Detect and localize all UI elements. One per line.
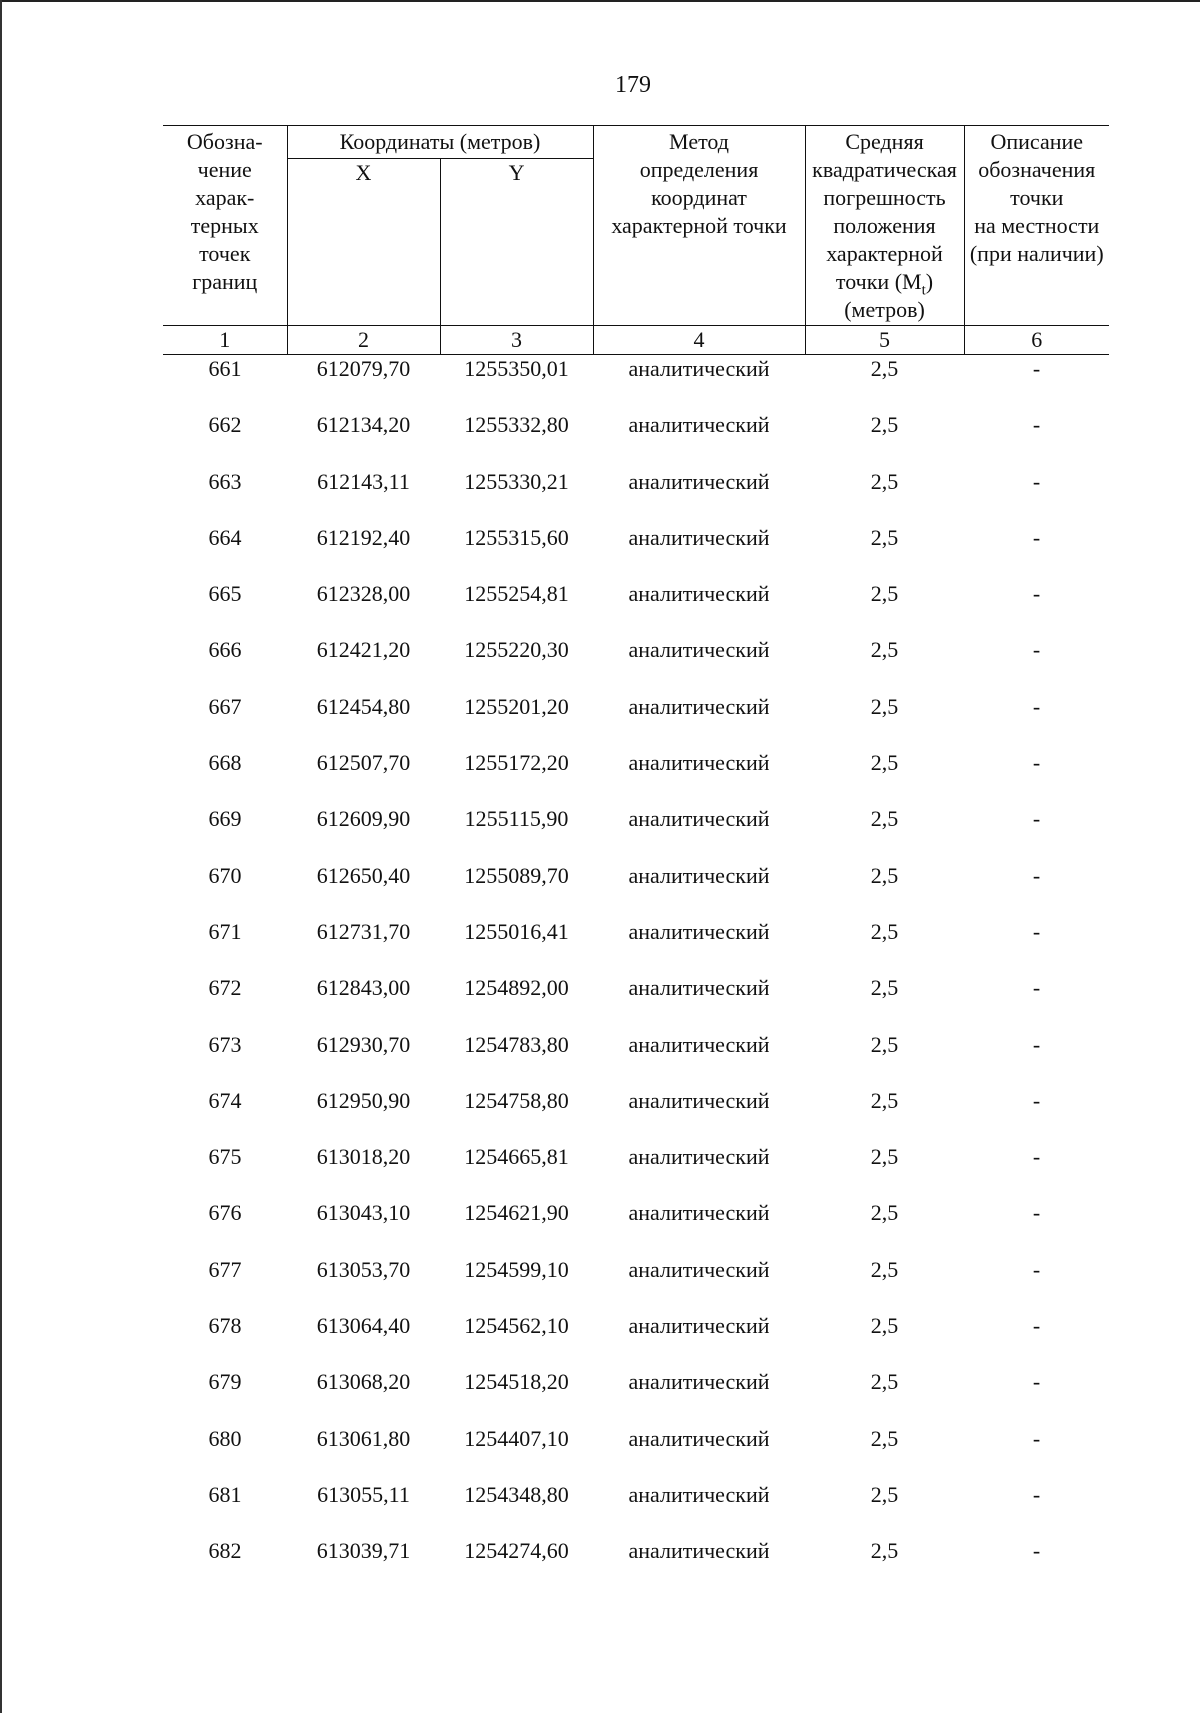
point-number: 670 bbox=[208, 862, 242, 888]
method: аналитический bbox=[628, 1144, 770, 1170]
table-row bbox=[163, 806, 1109, 862]
error-value: 2,5 bbox=[870, 1031, 899, 1057]
header-text: координат bbox=[651, 185, 747, 210]
coord-x: 613068,20 bbox=[316, 1369, 411, 1395]
point-number: 669 bbox=[208, 806, 242, 832]
description: - bbox=[1032, 637, 1041, 663]
description: - bbox=[1032, 1087, 1041, 1113]
method: аналитический bbox=[628, 862, 770, 888]
description: - bbox=[1032, 524, 1041, 550]
error-value: 2,5 bbox=[870, 1481, 899, 1507]
description: - bbox=[1032, 1538, 1041, 1564]
header-text: (метров) bbox=[844, 297, 925, 322]
header-text: Средняя bbox=[845, 129, 924, 154]
coord-y: 1255201,20 bbox=[464, 693, 569, 719]
method: аналитический bbox=[628, 750, 770, 776]
header-description bbox=[964, 126, 1109, 326]
coord-x: 612421,20 bbox=[316, 637, 411, 663]
error-value: 2,5 bbox=[870, 862, 899, 888]
table-row bbox=[163, 975, 1109, 1031]
table-row bbox=[163, 694, 1109, 750]
description: - bbox=[1032, 356, 1041, 381]
point-number: 680 bbox=[208, 1425, 242, 1451]
description: - bbox=[1032, 1369, 1041, 1395]
point-number: 665 bbox=[208, 581, 242, 607]
method: аналитический bbox=[628, 1369, 770, 1395]
coord-x: 612950,90 bbox=[316, 1087, 411, 1113]
coord-y: 1254599,10 bbox=[464, 1256, 569, 1282]
coord-y: 1254348,80 bbox=[464, 1481, 569, 1507]
error-value: 2,5 bbox=[870, 1313, 899, 1339]
header-text: обозначения bbox=[978, 157, 1096, 182]
header-text: точки (M bbox=[835, 269, 922, 294]
header-text: чение bbox=[197, 157, 252, 182]
table-row bbox=[163, 581, 1109, 637]
column-number: 2 bbox=[287, 326, 440, 355]
point-number: 661 bbox=[208, 356, 242, 381]
header-text: (при наличии) bbox=[969, 241, 1104, 266]
header-text: характерной точки bbox=[611, 213, 787, 238]
method: аналитический bbox=[628, 1481, 770, 1507]
method: аналитический bbox=[628, 1256, 770, 1282]
subscript-t: t bbox=[921, 282, 926, 299]
description: - bbox=[1032, 1481, 1041, 1507]
header-mean-square-error bbox=[805, 126, 964, 326]
table-row bbox=[163, 1144, 1109, 1200]
table-row bbox=[163, 1088, 1109, 1144]
point-number: 666 bbox=[208, 637, 242, 663]
coord-x: 612328,00 bbox=[316, 581, 411, 607]
coord-y: 1254758,80 bbox=[464, 1087, 569, 1113]
header-point-designation bbox=[163, 126, 287, 326]
table-row bbox=[163, 525, 1109, 581]
point-number: 678 bbox=[208, 1313, 242, 1339]
error-value: 2,5 bbox=[870, 918, 899, 944]
method: аналитический bbox=[628, 693, 770, 719]
coord-y: 1254892,00 bbox=[464, 975, 569, 1001]
coord-y: 1254562,10 bbox=[464, 1313, 569, 1339]
error-value: 2,5 bbox=[870, 1425, 899, 1451]
header-text: ) bbox=[925, 269, 934, 294]
coord-x: 612930,70 bbox=[316, 1031, 411, 1057]
point-number: 671 bbox=[208, 918, 242, 944]
table-row bbox=[163, 1257, 1109, 1313]
method: аналитический bbox=[628, 1313, 770, 1339]
point-number: 668 bbox=[208, 750, 242, 776]
header-text: Обозна- bbox=[186, 129, 263, 154]
header-text: Метод bbox=[669, 129, 729, 154]
scan-edge-top bbox=[0, 0, 1200, 2]
description: - bbox=[1032, 1200, 1041, 1226]
column-number: 5 bbox=[805, 326, 964, 355]
point-number: 677 bbox=[208, 1256, 242, 1282]
method: аналитический bbox=[628, 1200, 770, 1226]
coord-y: 1255350,01 bbox=[464, 356, 569, 381]
header-text: квадратическая bbox=[812, 157, 957, 182]
point-number: 663 bbox=[208, 468, 242, 494]
coord-x: 613053,70 bbox=[316, 1256, 411, 1282]
coord-y: 1254783,80 bbox=[464, 1031, 569, 1057]
table-row bbox=[163, 750, 1109, 806]
description: - bbox=[1032, 975, 1041, 1001]
method: аналитический bbox=[628, 1538, 770, 1564]
description: - bbox=[1032, 862, 1041, 888]
coord-y: 1255220,30 bbox=[464, 637, 569, 663]
coord-y: 1254621,90 bbox=[464, 1200, 569, 1226]
table-row bbox=[163, 1032, 1109, 1088]
method: аналитический bbox=[628, 356, 770, 381]
coord-y: 1255016,41 bbox=[464, 918, 569, 944]
header-text: на местности bbox=[974, 213, 1100, 238]
coord-x: 612609,90 bbox=[316, 806, 411, 832]
coord-x: 612650,40 bbox=[316, 862, 411, 888]
coord-x: 612192,40 bbox=[316, 524, 411, 550]
method: аналитический bbox=[628, 1087, 770, 1113]
table-row bbox=[163, 1313, 1109, 1369]
description: - bbox=[1032, 750, 1041, 776]
point-number: 667 bbox=[208, 693, 242, 719]
description: - bbox=[1032, 806, 1041, 832]
description: - bbox=[1032, 468, 1041, 494]
coord-y: 1254274,60 bbox=[464, 1538, 569, 1564]
error-value: 2,5 bbox=[870, 693, 899, 719]
header-text: Описание bbox=[990, 129, 1084, 154]
table-row bbox=[163, 637, 1109, 693]
point-number: 681 bbox=[208, 1481, 242, 1507]
method: аналитический bbox=[628, 1031, 770, 1057]
description: - bbox=[1032, 1313, 1041, 1339]
table-row bbox=[163, 412, 1109, 468]
coord-x: 613018,20 bbox=[316, 1144, 411, 1170]
header-text: харак- bbox=[195, 185, 255, 210]
table-row bbox=[163, 1426, 1109, 1482]
column-number: 3 bbox=[440, 326, 593, 355]
table-row bbox=[163, 356, 1109, 412]
point-number: 676 bbox=[208, 1200, 242, 1226]
error-value: 2,5 bbox=[870, 806, 899, 832]
header-text: определения bbox=[639, 157, 759, 182]
coord-y: 1254407,10 bbox=[464, 1425, 569, 1451]
header-text: точек bbox=[199, 241, 251, 266]
header-text: точки bbox=[1010, 185, 1064, 210]
description: - bbox=[1032, 693, 1041, 719]
table-row bbox=[163, 1482, 1109, 1538]
description: - bbox=[1032, 1144, 1041, 1170]
error-value: 2,5 bbox=[870, 1256, 899, 1282]
coord-y: 1255330,21 bbox=[464, 468, 569, 494]
point-number: 662 bbox=[208, 412, 242, 438]
error-value: 2,5 bbox=[870, 1200, 899, 1226]
coord-x: 612143,11 bbox=[317, 468, 410, 494]
description: - bbox=[1032, 581, 1041, 607]
method: аналитический bbox=[628, 581, 770, 607]
header-y: Y bbox=[440, 159, 593, 326]
table-row bbox=[163, 1369, 1109, 1425]
coord-y: 1255089,70 bbox=[464, 862, 569, 888]
header-text: характерной bbox=[826, 241, 943, 266]
error-value: 2,5 bbox=[870, 412, 899, 438]
header-text: погрешность bbox=[823, 185, 946, 210]
error-value: 2,5 bbox=[870, 1369, 899, 1395]
coord-x: 612079,70 bbox=[316, 356, 411, 381]
method: аналитический bbox=[628, 918, 770, 944]
header-coordinates: Координаты (метров) bbox=[287, 126, 593, 159]
coord-x: 613055,11 bbox=[317, 1481, 410, 1507]
column-number: 6 bbox=[964, 326, 1109, 355]
error-value: 2,5 bbox=[870, 581, 899, 607]
header-text: положения bbox=[833, 213, 936, 238]
coord-x: 613043,10 bbox=[316, 1200, 411, 1226]
coord-x: 613061,80 bbox=[316, 1425, 411, 1451]
point-number: 672 bbox=[208, 975, 242, 1001]
header-text: терных bbox=[190, 213, 259, 238]
coord-x: 612843,00 bbox=[316, 975, 411, 1001]
error-value: 2,5 bbox=[870, 1087, 899, 1113]
error-value: 2,5 bbox=[870, 1538, 899, 1564]
table-row bbox=[163, 1200, 1109, 1256]
coord-y: 1255172,20 bbox=[464, 750, 569, 776]
coord-y: 1255115,90 bbox=[464, 806, 569, 832]
column-number: 1 bbox=[163, 326, 287, 355]
coord-y: 1255254,81 bbox=[464, 581, 569, 607]
method: аналитический bbox=[628, 806, 770, 832]
coord-x: 613039,71 bbox=[316, 1538, 411, 1564]
error-value: 2,5 bbox=[870, 356, 899, 381]
point-number: 674 bbox=[208, 1087, 242, 1113]
point-number: 679 bbox=[208, 1369, 242, 1395]
error-value: 2,5 bbox=[870, 637, 899, 663]
coord-x: 612507,70 bbox=[316, 750, 411, 776]
description: - bbox=[1032, 412, 1041, 438]
description: - bbox=[1032, 918, 1041, 944]
description: - bbox=[1032, 1031, 1041, 1057]
page-number: 179 bbox=[615, 72, 651, 98]
header-x: X bbox=[287, 159, 440, 326]
method: аналитический bbox=[628, 1425, 770, 1451]
method: аналитический bbox=[628, 975, 770, 1001]
coord-x: 612454,80 bbox=[316, 693, 411, 719]
error-value: 2,5 bbox=[870, 975, 899, 1001]
header-method bbox=[593, 126, 805, 326]
point-number: 682 bbox=[208, 1538, 242, 1564]
table-header bbox=[163, 125, 1109, 355]
coord-x: 612731,70 bbox=[316, 918, 411, 944]
scan-edge-left bbox=[0, 0, 2, 1713]
column-number: 4 bbox=[593, 326, 805, 355]
point-number: 673 bbox=[208, 1031, 242, 1057]
coord-x: 612134,20 bbox=[316, 412, 411, 438]
header-text: границ bbox=[192, 269, 258, 294]
error-value: 2,5 bbox=[870, 1144, 899, 1170]
error-value: 2,5 bbox=[870, 750, 899, 776]
description: - bbox=[1032, 1425, 1041, 1451]
table-row bbox=[163, 863, 1109, 919]
error-value: 2,5 bbox=[870, 524, 899, 550]
coord-y: 1255332,80 bbox=[464, 412, 569, 438]
method: аналитический bbox=[628, 468, 770, 494]
coord-y: 1254665,81 bbox=[464, 1144, 569, 1170]
method: аналитический bbox=[628, 412, 770, 438]
table-row bbox=[163, 469, 1109, 525]
error-value: 2,5 bbox=[870, 468, 899, 494]
point-number: 675 bbox=[208, 1144, 242, 1170]
table-row bbox=[163, 1538, 1109, 1594]
method: аналитический bbox=[628, 637, 770, 663]
table-body bbox=[163, 356, 1109, 1595]
header-text bbox=[806, 268, 964, 299]
table-row bbox=[163, 919, 1109, 975]
description: - bbox=[1032, 1256, 1041, 1282]
method: аналитический bbox=[628, 524, 770, 550]
coord-y: 1255315,60 bbox=[464, 524, 569, 550]
coord-y: 1254518,20 bbox=[464, 1369, 569, 1395]
point-number: 664 bbox=[208, 524, 242, 550]
coord-x: 613064,40 bbox=[316, 1313, 411, 1339]
